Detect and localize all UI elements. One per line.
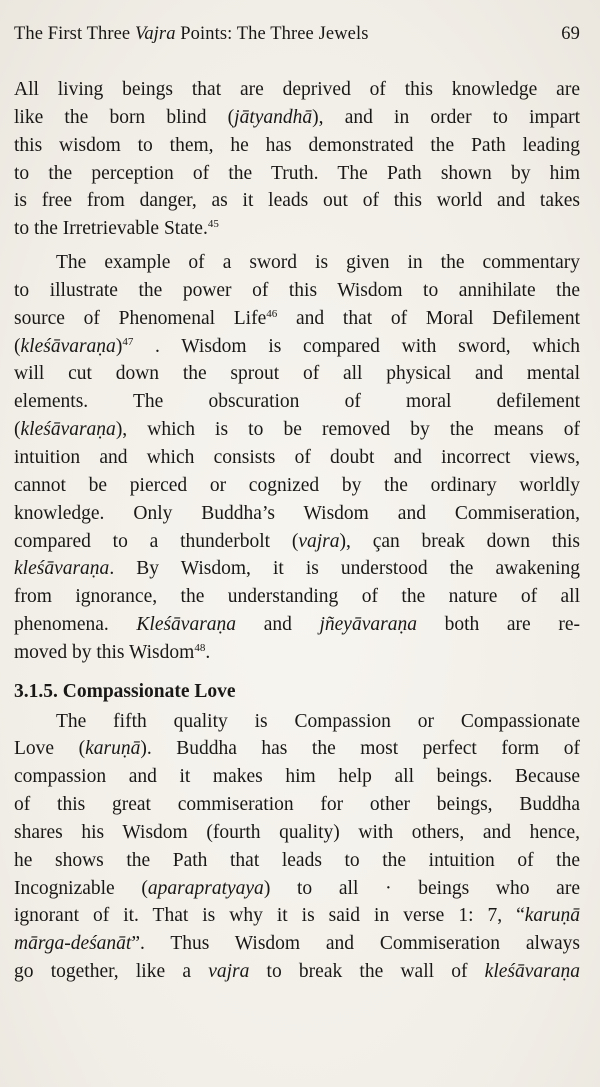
text-line: All living beings that are deprived of this knowledge are (14, 79, 580, 100)
footnote-marker: 47 (122, 335, 134, 348)
text-line: like the born blind (jātyandhā), and in order to impart (14, 106, 581, 128)
section-heading: 3.1.5. Compassionate Love (14, 680, 236, 702)
text-line: is free from danger, as it leads out of this world and takes (14, 190, 580, 212)
text-line: this wisdom to them, he has demonstrated the Path leading (14, 134, 580, 156)
text-line: elements. The obscuration of moral defilement (14, 391, 580, 413)
text-line: The fifth quality is Compassion or Compassionate (56, 710, 580, 732)
text-line: compared to a thunderbolt (vajra), çan break down this (14, 530, 580, 552)
footnote-marker: 45 (207, 218, 219, 231)
text-line: intuition and which consists of doubt and incorrect views, (14, 446, 580, 468)
paragraph-3 (14, 708, 580, 986)
text-line: will cut down the sprout of all physical and mental (14, 363, 580, 385)
text-line: ignorant of it. That is why it is said in verse 1: 7, “karuṇā (14, 905, 580, 927)
text-line: moved by this Wisdom$^{48}$. (14, 641, 211, 663)
text-line: phenomena. Kleśāvaraṇa and jñeyāvaraṇa both are re- (14, 614, 580, 636)
text-line: to the perception of the Truth. The Path shown by him (14, 162, 580, 184)
text-line: to the Irretrievable State.$^{45}$ (14, 218, 219, 240)
running-head (14, 19, 580, 49)
text-line: (kleśāvaraṇa), which is to be removed by the means of (14, 419, 580, 441)
text-line: Incognizable (aparapratyaya) to all · beings who are (14, 877, 580, 899)
text-line: source of Phenomenal Life$^{46}$ and that of Moral Defilement (14, 307, 580, 329)
paragraph-2 (14, 249, 580, 667)
text-line: mārga-deśanāt”. Thus Wisdom and Commiseration always (14, 933, 580, 955)
running-title: The First Three Vajra Points: The Three Jewels (14, 24, 369, 44)
text-line: of this great commiseration for other beings, Buddha (14, 794, 580, 816)
footnote-marker: 48 (194, 641, 206, 654)
paragraph-1 (14, 76, 580, 243)
text-line: (kleśāvaraṇa)$^{47}$ . Wisdom is compared with sword, which (14, 335, 580, 357)
text-line: to illustrate the power of this Wisdom to annihilate the (14, 279, 580, 301)
text-line: he shows the Path that leads to the intuition of the (14, 849, 580, 871)
text-line: knowledge. Only Buddha’s Wisdom and Commiseration, (14, 502, 580, 524)
body-text (14, 76, 580, 986)
text-line: Love (karuṇā). Buddha has the most perfect form of (14, 738, 580, 760)
text-line: kleśāvaraṇa. By Wisdom, it is understood the awakening (14, 558, 580, 580)
text-line: The example of a sword is given in the commentary (56, 252, 580, 274)
page-number: 69 (561, 24, 580, 44)
text-line: compassion and it makes him help all beings. Because (14, 766, 580, 788)
text-line: go together, like a vajra to break the wall of kleśāvaraṇa (14, 961, 580, 983)
text-line: shares his Wisdom (fourth quality) with others, and hence, (14, 821, 580, 843)
text-line: cannot be pierced or cognized by the ordinary worldly (14, 474, 580, 496)
text-line: from ignorance, the understanding of the nature of all (14, 586, 580, 608)
footnote-marker: 46 (266, 307, 278, 320)
